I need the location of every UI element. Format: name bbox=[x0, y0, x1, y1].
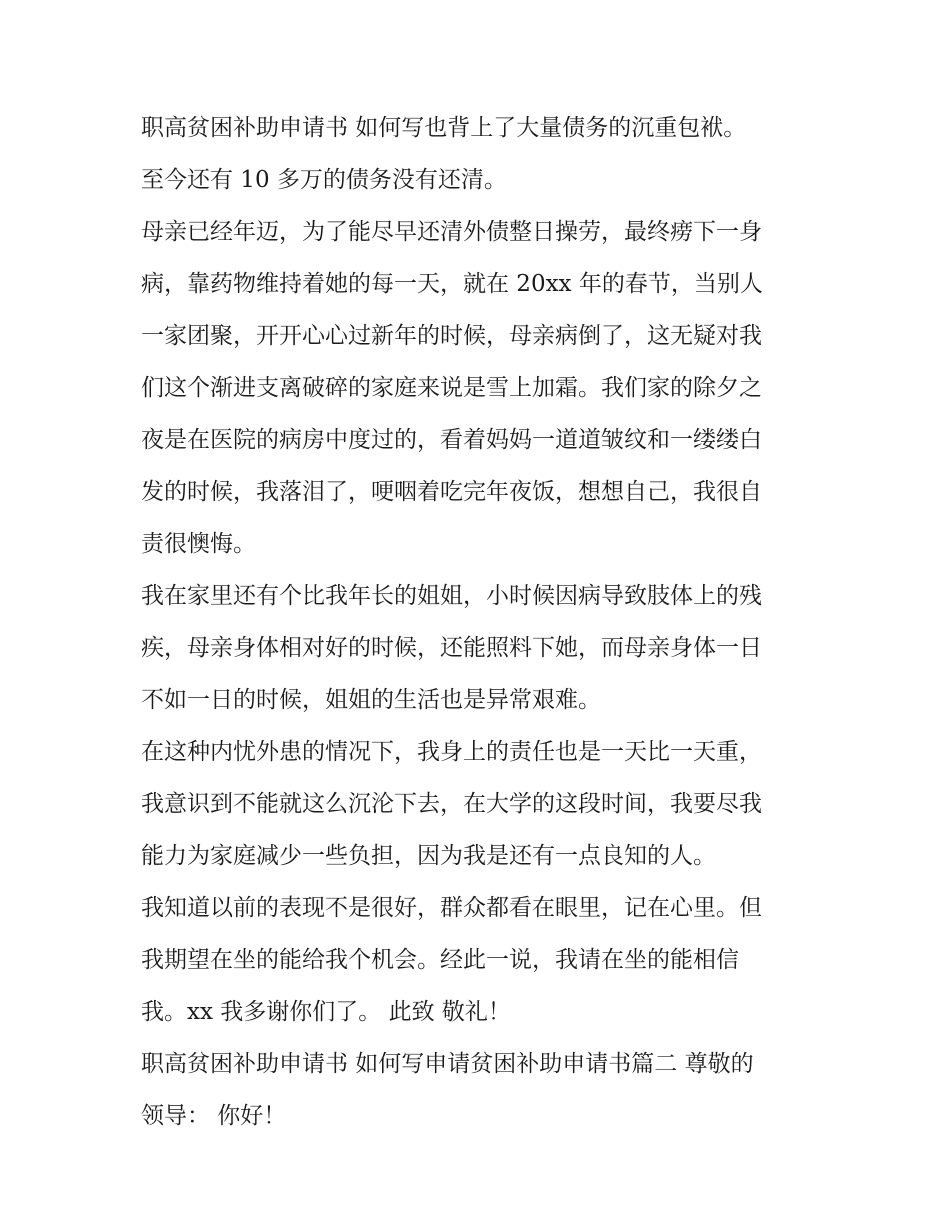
text-line: 领导： 你好！ bbox=[141, 1103, 287, 1129]
text-line: 我期望在坐的能给我个机会。经此一说，我请在坐的能相信 bbox=[141, 947, 739, 973]
text-line: 至今还有 10 多万的债务没有还清。 bbox=[141, 167, 507, 193]
text-line: 责很懊悔。 bbox=[141, 531, 256, 557]
text-line: 一家团聚，开开心心过新年的时候，母亲病倒了，这无疑对我 bbox=[141, 323, 762, 349]
text-line: 母亲已经年迈，为了能尽早还清外债整日操劳，最终痨下一身 bbox=[141, 219, 762, 245]
text-line: 能力为家庭减少一些负担，因为我是还有一点良知的人。 bbox=[141, 843, 716, 869]
text-line: 职高贫困补助申请书 如何写申请贫困补助申请书篇二 尊敬的 bbox=[141, 1051, 754, 1077]
text-line: 夜是在医院的病房中度过的，看着妈妈一道道皱纹和一缕缕白 bbox=[141, 427, 762, 453]
text-line: 我知道以前的表现不是很好，群众都看在眼里，记在心里。但 bbox=[141, 895, 762, 921]
text-line: 不如一日的时候，姐姐的生活也是异常艰难。 bbox=[141, 687, 601, 713]
text-line: 们这个渐进支离破碎的家庭来说是雪上加霜。我们家的除夕之 bbox=[141, 375, 762, 401]
body-text bbox=[141, 102, 816, 1142]
text-line: 我。xx 我多谢你们了。 此致 敬礼！ bbox=[141, 999, 511, 1025]
text-line: 职高贫困补助申请书 如何写也背上了大量债务的沉重包袱。 bbox=[141, 115, 747, 141]
text-line: 发的时候，我落泪了，哽咽着吃完年夜饭，想想自己，我很自 bbox=[141, 479, 762, 505]
text-line: 在这种内忧外患的情况下，我身上的责任也是一天比一天重， bbox=[141, 739, 762, 765]
text-line: 疾，母亲身体相对好的时候，还能照料下她，而母亲身体一日 bbox=[141, 635, 762, 661]
text-line: 病，靠药物维持着她的每一天，就在 20xx 年的春节，当别人 bbox=[141, 271, 763, 297]
text-line: 我在家里还有个比我年长的姐姐，小时候因病导致肢体上的残 bbox=[141, 583, 762, 609]
text-line: 我意识到不能就这么沉沦下去，在大学的这段时间，我要尽我 bbox=[141, 791, 762, 817]
